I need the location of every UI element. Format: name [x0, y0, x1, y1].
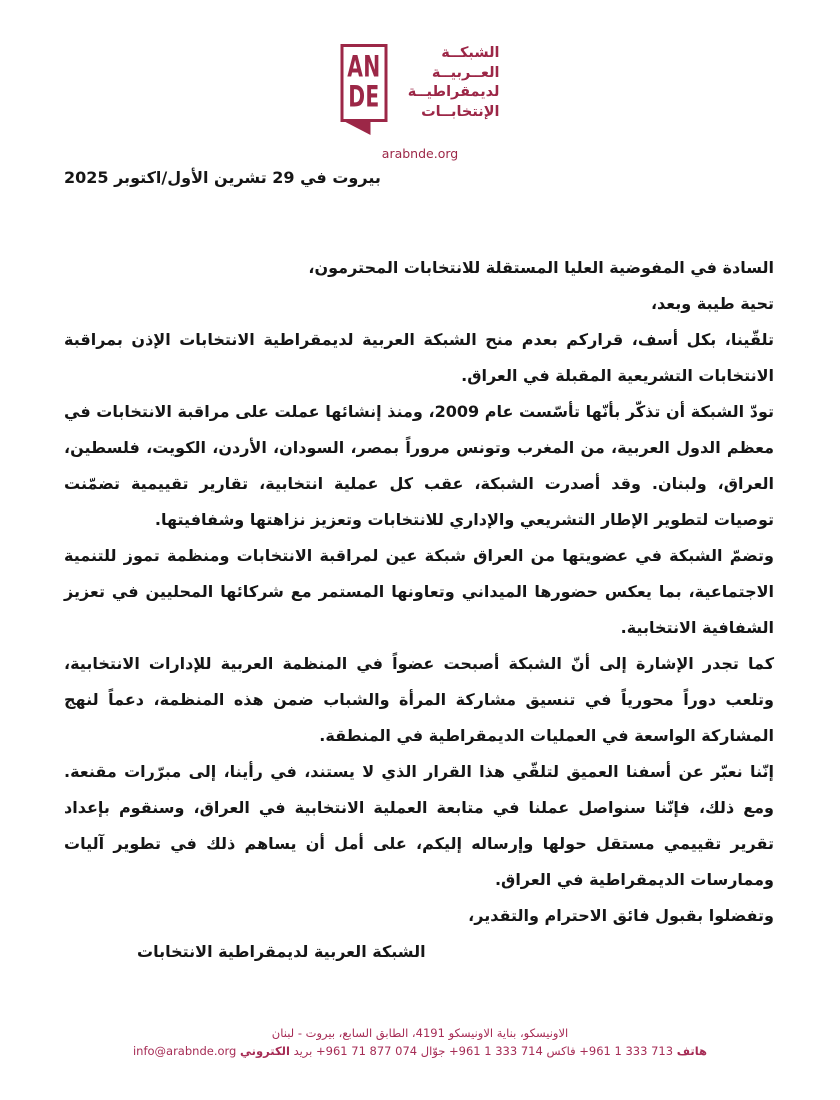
date-line: بيروت في 29 تشرين الأول/اكتوبر 2025	[64, 168, 381, 187]
fax-label: فاكس	[546, 1044, 576, 1058]
mobile-number: +961 71 877 074	[316, 1044, 418, 1058]
letter-body	[64, 250, 774, 970]
ande-monogram-mark	[341, 44, 388, 135]
footer-contact-line	[0, 1042, 840, 1060]
email-label-part2: الكتروني	[240, 1044, 290, 1058]
page-footer	[0, 1024, 840, 1060]
wordmark-line-4: الإنتخابــات	[421, 103, 500, 120]
phone-label: هاتف	[676, 1044, 708, 1058]
fax-number: +961 1 333 714	[449, 1044, 543, 1058]
logo-website-link[interactable]: arabnde.org	[381, 146, 459, 161]
greeting-line: تحية طيبة وبعد،	[650, 294, 774, 313]
wordmark-line-1: الشبكــة	[441, 45, 500, 61]
phone-number: +961 1 333 713	[579, 1044, 674, 1058]
addressee-line: السادة في المفوضية العليا المستقلة للانتخابات المحترمون،	[308, 258, 774, 277]
monogram-line-2: DE	[348, 80, 380, 115]
wordmark-line-3: لديمقراطيــة	[407, 84, 500, 100]
paragraph-4: كما تجدر الإشارة إلى أنّ الشبكة أصبحت عضواً في المنظمة العربية للإدارات الانتخابية، وتلعب دوراً محورياً في تنسيق مشاركة المرأة والشباب ضمن هذه المنظمة، دعماً لنهج المشاركة الواسعة في العمليات الديمقراطية في المنطقة.	[64, 654, 774, 745]
speech-bubble-tail-icon	[346, 122, 371, 135]
logo-arabic-wordmark	[398, 44, 500, 122]
email-address-link[interactable]: info@arabnde.org	[132, 1044, 237, 1058]
mobile-label: جوّال	[420, 1044, 446, 1058]
ande-monogram	[347, 50, 381, 115]
footer-address-line: الاونيسكو، بناية الاونيسكو 4191، الطابق السابع، بيروت - لبنان	[271, 1026, 569, 1040]
wordmark-line-2: العــربيــة	[431, 64, 500, 81]
email-label-part1: بريد	[293, 1044, 313, 1058]
paragraph-5: إنّنا نعبّر عن أسفنا العميق لتلقّي هذا القرار الذي لا يستند، في رأينا، إلى مبرّرات مقنعة. ومع ذلك، فإنّنا سنواصل عملنا في متابعة العملية الانتخابية في العراق، وسنقوم بإعداد تقرير تقييمي مستقل حولها وإرساله إليكم، على أمل أن يساهم ذلك في تطوير آليات وممارسات الديمقراطية في العراق.	[64, 762, 774, 889]
closing-line: وتفضلوا بقبول فائق الاحترام والتقدير،	[468, 906, 774, 925]
speech-bubble-box	[341, 44, 388, 122]
monogram-line-1: AN	[347, 50, 381, 85]
logo-row	[341, 44, 500, 135]
paragraph-1: تلقّينا، بكل أسف، قراركم بعدم منح الشبكة العربية لديمقراطية الانتخابات الإذن بمراقبة الانتخابات التشريعية المقبلة في العراق.	[64, 330, 774, 385]
ande-logo	[341, 44, 500, 161]
signature-line: الشبكة العربية لديمقراطية الانتخابات	[137, 942, 426, 961]
paragraph-2: تودّ الشبكة أن تذكّر بأنّها تأسّست عام 2009، ومنذ إنشائها عملت على مراقبة الانتخابات في معظم الدول العربية، من المغرب وتونس مروراً بمصر، السودان، الأردن، الكويت، فلسطين، العراق، ولبنان. وقد أصدرت الشبكة، عقب كل عملية انتخابية، تقارير تقييمية تضمّنت توصيات لتطوير الإطار التشريعي والإداري للانتخابات وتعزيز نزاهتها وشفافيتها.	[64, 402, 774, 529]
paragraph-3: وتضمّ الشبكة في عضويتها من العراق شبكة عين لمراقبة الانتخابات ومنظمة تموز للتنمية الاجتماعية، بما يعكس حضورها الميداني وتعاونها المستمر مع شركائها المحليين في تعزيز الشفافية الانتخابية.	[64, 546, 774, 637]
